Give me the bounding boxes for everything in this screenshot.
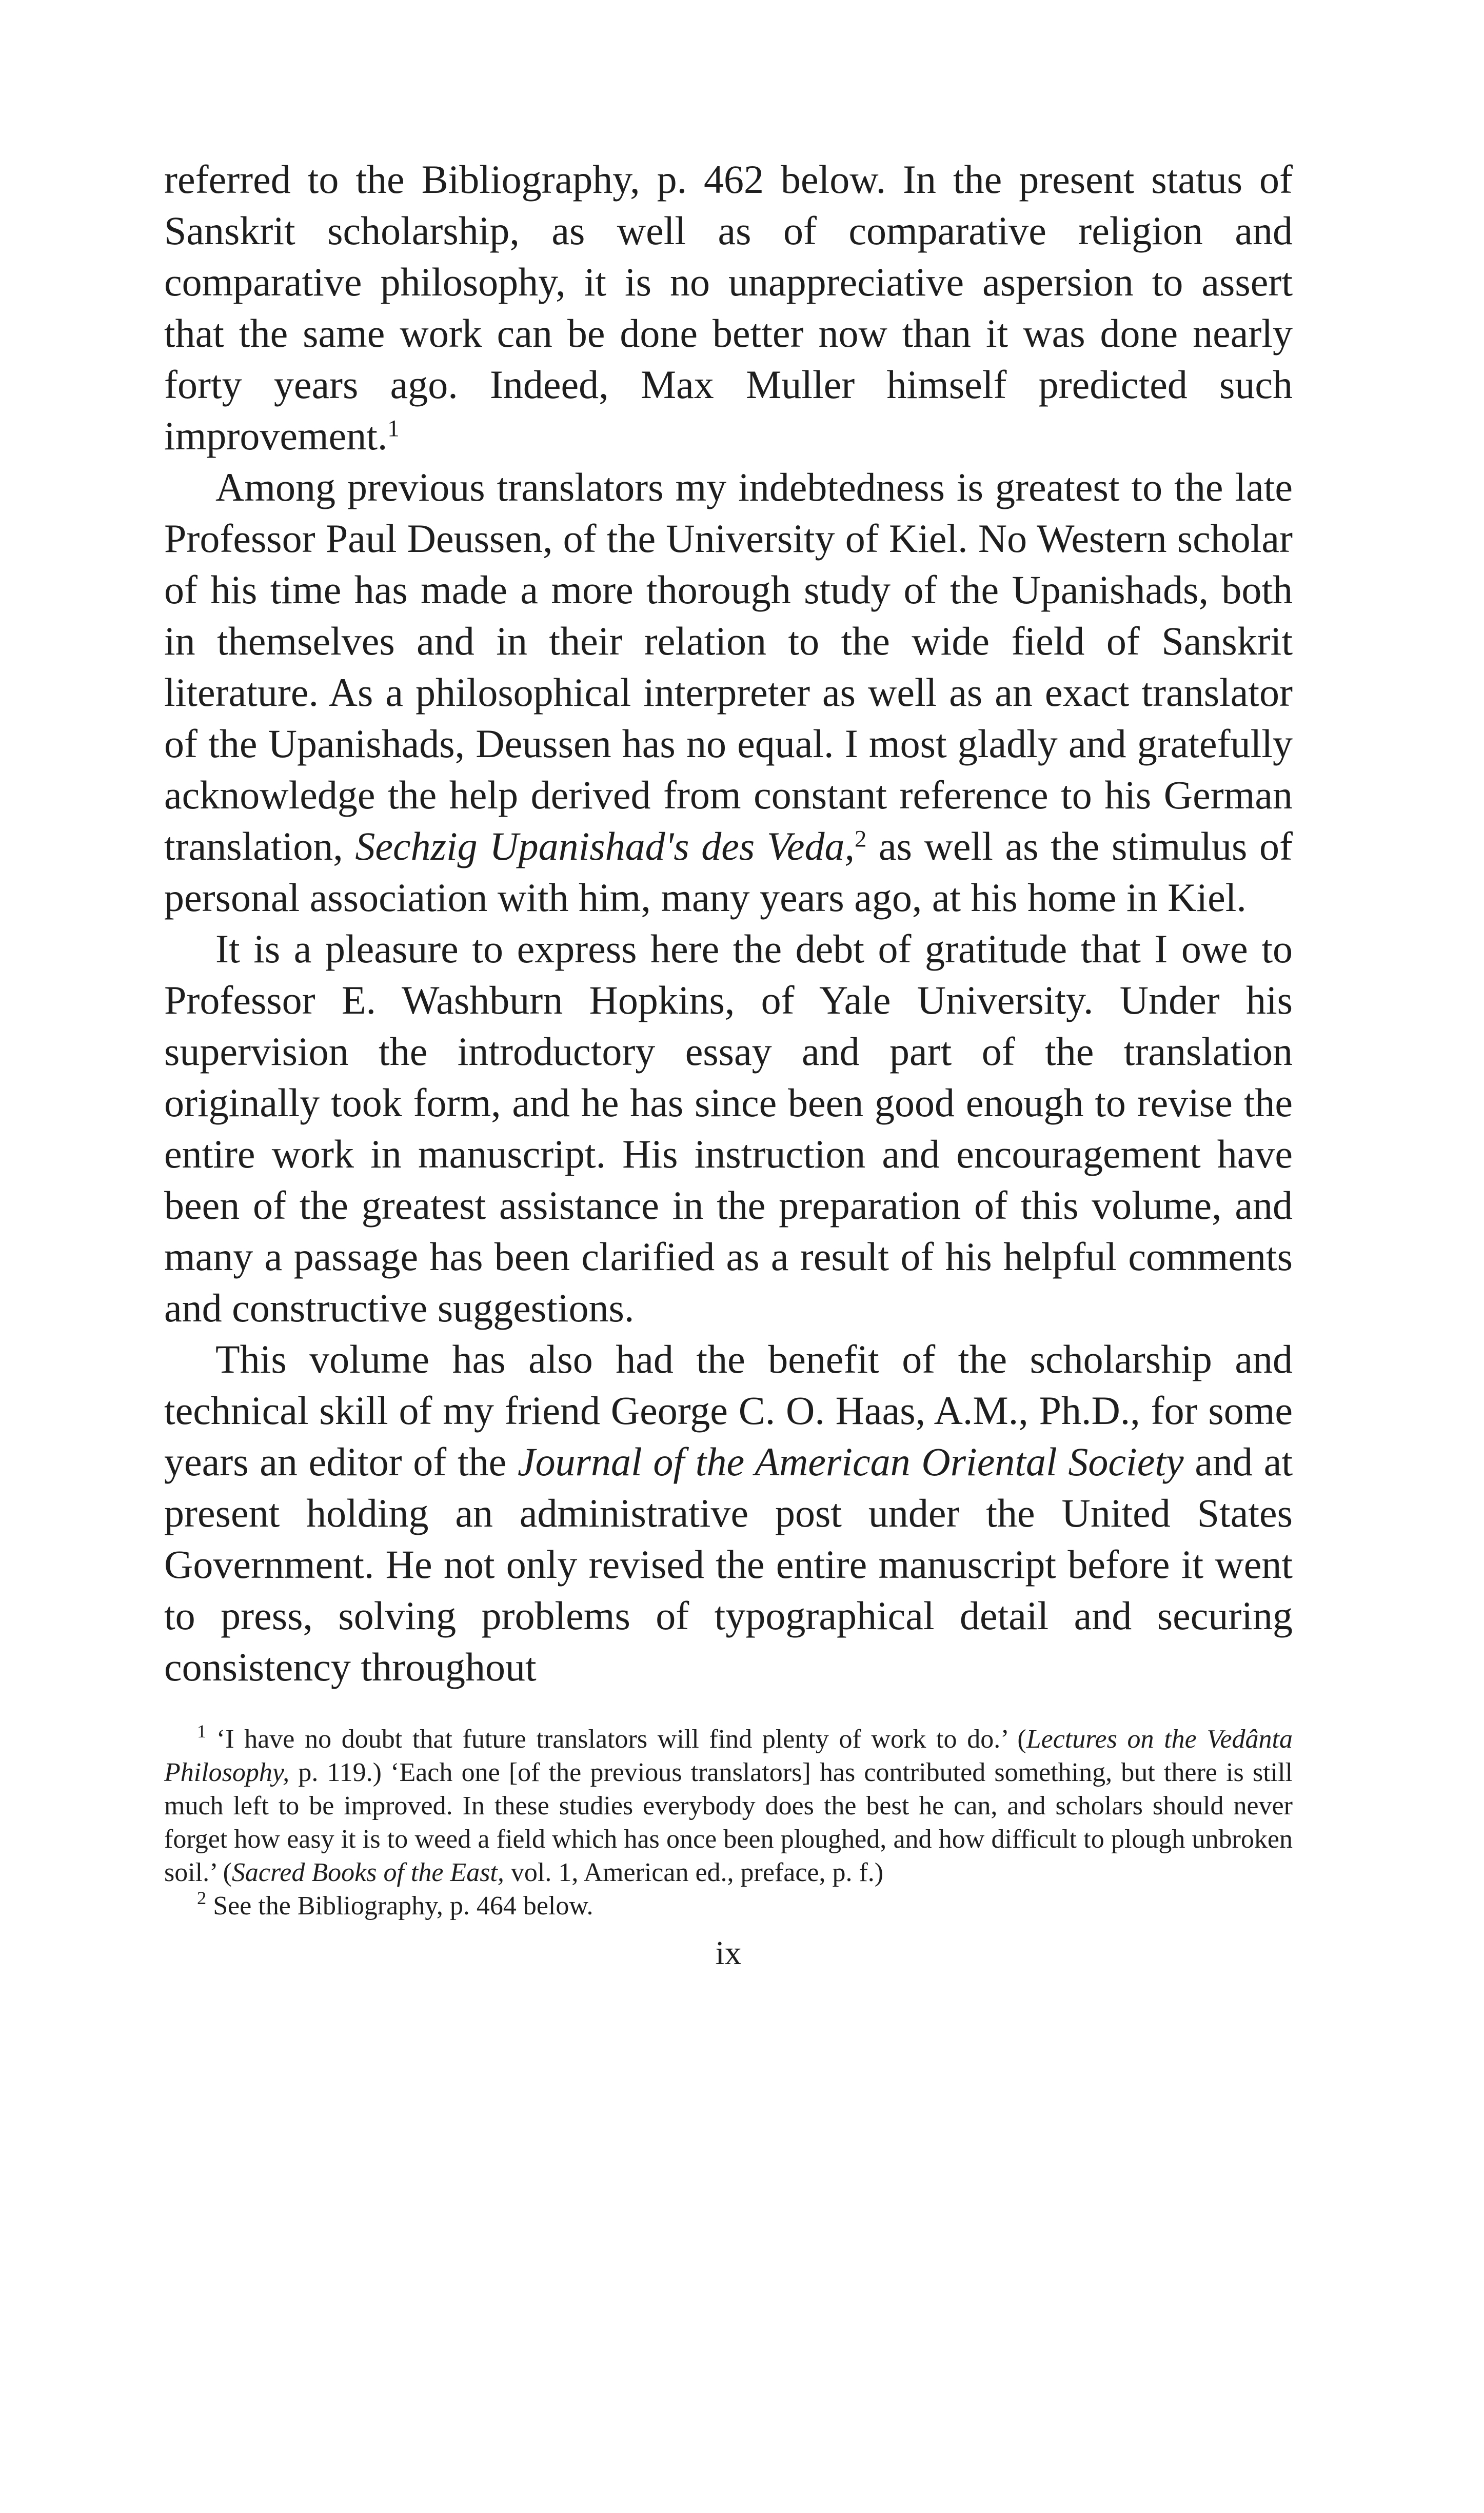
footnote-ref: 1 [387, 415, 400, 442]
text-run: This volume has also had the benefit of the scholarship and technical skill of my friend George C. O. Haas, A.M., Ph.D., for some years an editor of the [164, 1337, 1293, 1484]
footnote-marker: 1 [197, 1720, 207, 1742]
text-run: It is a pleasure to express here the debt of gratitude that I owe to Professor E. Washburn Hopkins, of Yale University. Under his supervision the introductory essay and part of the translation originally took form, and he has since been good enough to revise the entire work in manuscript. His instruction and encouragement have been of the greatest assistance in the preparation of this volume, and many a passage has been clarified as a result of his helpful comments and constructive suggestions. [164, 926, 1293, 1330]
footnote-ref: 2 [854, 825, 867, 853]
footnote-marker: 2 [197, 1887, 207, 1908]
paragraph [164, 154, 1293, 462]
text-run: as well as the stimulus of personal association with him, many years ago, at his home in Kiel. [164, 824, 1293, 920]
paragraph [164, 1334, 1293, 1693]
text-run: referred to the Bibliography, p. 462 below. In the present status of Sanskrit scholarship, as well as of comparative religion and comparative philosophy, it is no unappreciative aspersion to assert that the same work can be done better now than it was done nearly forty years ago. Indeed, Max Muller himself predicted such improvement. [164, 157, 1293, 458]
text-run: and at present holding an administrative post under the United States Government. He not only revised the entire manuscript before it went to press, solving problems of typographical detail and securing consistency throughout [164, 1439, 1293, 1689]
text-run: p. 119.) ‘Each one [of the previous translators] has contributed something, but there is still much left to be improved. In these studies everybody does the best he can, and scholars should never forget how easy it is to weed a field which has once been ploughed, and how difficult to plough unbroken soil.’ ( [164, 1758, 1293, 1887]
footnotes [164, 1720, 1293, 1923]
text-run: Among previous translators my indebtedness is greatest to the late Professor Paul Deussen, of the University of Kiel. No Western scholar of his time has made a more thorough study of the Upanishads, both in themselves and in their relation to the wide field of Sanskrit literature. As a philosophical interpreter as well as an exact translator of the Upanishads, Deussen has no equal. I most gladly and gratefully acknowledge the help derived from constant reference to his German translation, [164, 465, 1293, 868]
italic-title: Journal of the American Oriental Society [518, 1439, 1184, 1484]
body-text [164, 154, 1293, 1693]
footnote [164, 1720, 1293, 1889]
italic-title: Lectures on the Vedânta Philosophy, [164, 1725, 1293, 1787]
italic-title: Sechzig Upanishad's des Veda, [355, 824, 855, 868]
text-run: ‘I have no doubt that future translators will find plenty of work to do.’ ( [206, 1725, 1026, 1754]
italic-title: Sacred Books of the East, [231, 1858, 504, 1887]
text-run: vol. 1, American ed., preface, p. f.) [504, 1858, 884, 1887]
book-page [164, 154, 1293, 1974]
text-run: See the Bibliography, p. 464 below. [206, 1891, 593, 1921]
footnote [164, 1889, 1293, 1923]
page-number: ix [715, 1934, 742, 1972]
paragraph [164, 462, 1293, 923]
paragraph [164, 923, 1293, 1334]
